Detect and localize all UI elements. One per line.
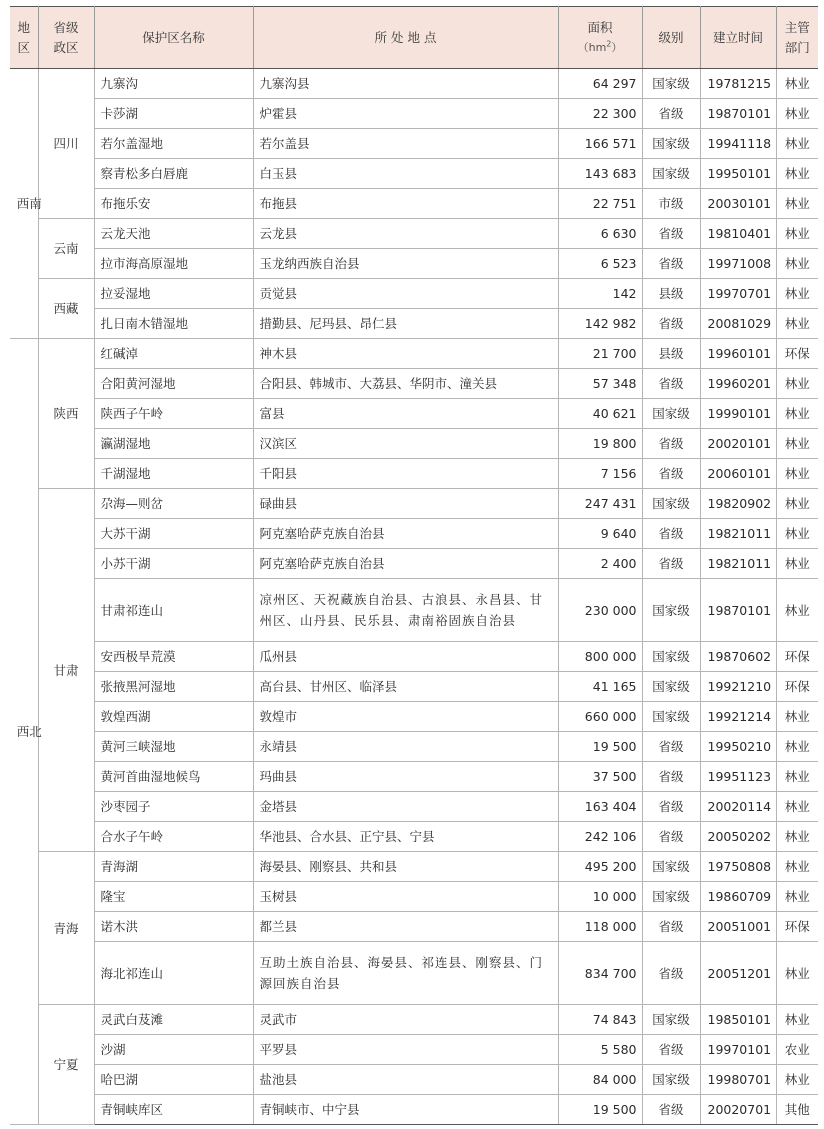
area-cell: 21 700 bbox=[558, 339, 642, 369]
area-cell: 118 000 bbox=[558, 912, 642, 942]
date-cell: 19980701 bbox=[700, 1065, 776, 1095]
name-cell: 隆宝 bbox=[94, 882, 253, 912]
dept-cell: 农业 bbox=[776, 1035, 818, 1065]
location-cell: 若尔盖县 bbox=[253, 129, 558, 159]
table-row bbox=[10, 249, 818, 279]
table-row bbox=[10, 549, 818, 579]
location-cell: 瓜州县 bbox=[253, 642, 558, 672]
location-cell: 玉树县 bbox=[253, 882, 558, 912]
date-cell: 20060101 bbox=[700, 459, 776, 489]
date-cell: 20030101 bbox=[700, 189, 776, 219]
location-cell: 炉霍县 bbox=[253, 99, 558, 129]
name-cell: 哈巴湖 bbox=[94, 1065, 253, 1095]
header-location: 所 处 地 点 bbox=[253, 7, 558, 69]
location-cell: 玛曲县 bbox=[253, 762, 558, 792]
province-cell: 青海 bbox=[38, 852, 94, 1005]
location-cell: 盐池县 bbox=[253, 1065, 558, 1095]
location-cell: 敦煌市 bbox=[253, 702, 558, 732]
area-cell: 22 751 bbox=[558, 189, 642, 219]
dept-cell: 林业 bbox=[776, 792, 818, 822]
dept-cell: 林业 bbox=[776, 129, 818, 159]
header-date: 建立时间 bbox=[700, 7, 776, 69]
area-cell: 142 bbox=[558, 279, 642, 309]
location-cell: 凉州区、天祝藏族自治县、古浪县、永昌县、甘州区、山丹县、民乐县、肃南裕固族自治县 bbox=[253, 579, 558, 642]
level-cell: 省级 bbox=[642, 219, 700, 249]
date-cell: 19960201 bbox=[700, 369, 776, 399]
dept-cell: 林业 bbox=[776, 942, 818, 1005]
level-cell: 省级 bbox=[642, 1095, 700, 1125]
level-cell: 省级 bbox=[642, 99, 700, 129]
location-cell: 措勤县、尼玛县、昂仁县 bbox=[253, 309, 558, 339]
location-cell: 华池县、合水县、正宁县、宁县 bbox=[253, 822, 558, 852]
name-cell: 青海湖 bbox=[94, 852, 253, 882]
level-cell: 省级 bbox=[642, 459, 700, 489]
date-cell: 19971008 bbox=[700, 249, 776, 279]
dept-cell: 林业 bbox=[776, 852, 818, 882]
dept-cell: 林业 bbox=[776, 882, 818, 912]
location-cell: 玉龙纳西族自治县 bbox=[253, 249, 558, 279]
table-row bbox=[10, 399, 818, 429]
location-cell: 千阳县 bbox=[253, 459, 558, 489]
area-cell: 37 500 bbox=[558, 762, 642, 792]
area-cell: 230 000 bbox=[558, 579, 642, 642]
table-row bbox=[10, 1005, 818, 1035]
date-cell: 19951123 bbox=[700, 762, 776, 792]
dept-cell: 林业 bbox=[776, 579, 818, 642]
name-cell: 合水子午岭 bbox=[94, 822, 253, 852]
dept-cell: 林业 bbox=[776, 399, 818, 429]
area-cell: 19 500 bbox=[558, 1095, 642, 1125]
area-cell: 40 621 bbox=[558, 399, 642, 429]
name-cell: 小苏干湖 bbox=[94, 549, 253, 579]
level-cell: 国家级 bbox=[642, 672, 700, 702]
table-row bbox=[10, 732, 818, 762]
name-cell: 合阳黄河湿地 bbox=[94, 369, 253, 399]
date-cell: 20020114 bbox=[700, 792, 776, 822]
location-cell: 海晏县、刚察县、共和县 bbox=[253, 852, 558, 882]
area-cell: 84 000 bbox=[558, 1065, 642, 1095]
header-dept: 主管部门 bbox=[776, 7, 818, 69]
level-cell: 国家级 bbox=[642, 1065, 700, 1095]
table-row bbox=[10, 129, 818, 159]
area-cell: 495 200 bbox=[558, 852, 642, 882]
date-cell: 19950210 bbox=[700, 732, 776, 762]
area-cell: 660 000 bbox=[558, 702, 642, 732]
name-cell: 沙湖 bbox=[94, 1035, 253, 1065]
dept-cell: 林业 bbox=[776, 189, 818, 219]
name-cell: 卡莎湖 bbox=[94, 99, 253, 129]
table-row bbox=[10, 1095, 818, 1125]
table-row bbox=[10, 99, 818, 129]
dept-cell: 林业 bbox=[776, 1005, 818, 1035]
name-cell: 若尔盖湿地 bbox=[94, 129, 253, 159]
date-cell: 20020701 bbox=[700, 1095, 776, 1125]
table-row bbox=[10, 792, 818, 822]
area-cell: 834 700 bbox=[558, 942, 642, 1005]
dept-cell: 林业 bbox=[776, 99, 818, 129]
table-row bbox=[10, 912, 818, 942]
date-cell: 19921210 bbox=[700, 672, 776, 702]
location-cell: 碌曲县 bbox=[253, 489, 558, 519]
table-row bbox=[10, 762, 818, 792]
name-cell: 九寨沟 bbox=[94, 69, 253, 99]
header-area-label: 面积 bbox=[587, 19, 613, 35]
province-cell: 宁夏 bbox=[38, 1005, 94, 1125]
date-cell: 19860709 bbox=[700, 882, 776, 912]
name-cell: 甘肃祁连山 bbox=[94, 579, 253, 642]
level-cell: 省级 bbox=[642, 249, 700, 279]
province-cell: 西藏 bbox=[38, 279, 94, 339]
location-cell: 灵武市 bbox=[253, 1005, 558, 1035]
name-cell: 青铜峡库区 bbox=[94, 1095, 253, 1125]
date-cell: 20020101 bbox=[700, 429, 776, 459]
dept-cell: 林业 bbox=[776, 489, 818, 519]
table-row bbox=[10, 1065, 818, 1095]
name-cell: 沙枣园子 bbox=[94, 792, 253, 822]
name-cell: 布拖乐安 bbox=[94, 189, 253, 219]
area-cell: 142 982 bbox=[558, 309, 642, 339]
area-cell: 19 500 bbox=[558, 732, 642, 762]
area-cell: 6 630 bbox=[558, 219, 642, 249]
date-cell: 19781215 bbox=[700, 69, 776, 99]
date-cell: 19870101 bbox=[700, 579, 776, 642]
dept-cell: 林业 bbox=[776, 69, 818, 99]
date-cell: 20051201 bbox=[700, 942, 776, 1005]
level-cell: 省级 bbox=[642, 942, 700, 1005]
table-row bbox=[10, 489, 818, 519]
name-cell: 灵武白芨滩 bbox=[94, 1005, 253, 1035]
table-row bbox=[10, 519, 818, 549]
table-row bbox=[10, 309, 818, 339]
date-cell: 19960101 bbox=[700, 339, 776, 369]
name-cell: 云龙天池 bbox=[94, 219, 253, 249]
date-cell: 19970101 bbox=[700, 1035, 776, 1065]
level-cell: 省级 bbox=[642, 792, 700, 822]
table-row bbox=[10, 1035, 818, 1065]
date-cell: 19870602 bbox=[700, 642, 776, 672]
table-row bbox=[10, 672, 818, 702]
level-cell: 省级 bbox=[642, 732, 700, 762]
province-cell: 甘肃 bbox=[38, 489, 94, 852]
region-cell: 西北 bbox=[10, 339, 38, 1125]
area-cell: 10 000 bbox=[558, 882, 642, 912]
table-row bbox=[10, 219, 818, 249]
date-cell: 20051001 bbox=[700, 912, 776, 942]
region-cell: 西南 bbox=[10, 69, 38, 339]
dept-cell: 环保 bbox=[776, 672, 818, 702]
date-cell: 19820902 bbox=[700, 489, 776, 519]
area-cell: 57 348 bbox=[558, 369, 642, 399]
level-cell: 国家级 bbox=[642, 159, 700, 189]
header-area-unit: $(hm^2)$ bbox=[577, 38, 623, 54]
table-row bbox=[10, 339, 818, 369]
dept-cell: 林业 bbox=[776, 1065, 818, 1095]
dept-cell: 环保 bbox=[776, 642, 818, 672]
location-cell: 金塔县 bbox=[253, 792, 558, 822]
date-cell: 19950101 bbox=[700, 159, 776, 189]
area-cell: 242 106 bbox=[558, 822, 642, 852]
name-cell: 海北祁连山 bbox=[94, 942, 253, 1005]
date-cell: 19990101 bbox=[700, 399, 776, 429]
table-body bbox=[10, 69, 818, 1125]
area-cell: 41 165 bbox=[558, 672, 642, 702]
level-cell: 县级 bbox=[642, 279, 700, 309]
province-cell: 云南 bbox=[38, 219, 94, 279]
area-cell: 800 000 bbox=[558, 642, 642, 672]
dept-cell: 环保 bbox=[776, 339, 818, 369]
location-cell: 高台县、甘州区、临泽县 bbox=[253, 672, 558, 702]
date-cell: 19750808 bbox=[700, 852, 776, 882]
date-cell: 19810401 bbox=[700, 219, 776, 249]
level-cell: 国家级 bbox=[642, 489, 700, 519]
level-cell: 县级 bbox=[642, 339, 700, 369]
date-cell: 19850101 bbox=[700, 1005, 776, 1035]
name-cell: 尕海—则岔 bbox=[94, 489, 253, 519]
level-cell: 国家级 bbox=[642, 579, 700, 642]
province-cell: 四川 bbox=[38, 69, 94, 219]
dept-cell: 林业 bbox=[776, 459, 818, 489]
table-row bbox=[10, 429, 818, 459]
location-cell: 永靖县 bbox=[253, 732, 558, 762]
dept-cell: 林业 bbox=[776, 549, 818, 579]
level-cell: 国家级 bbox=[642, 702, 700, 732]
area-cell: 7 156 bbox=[558, 459, 642, 489]
dept-cell: 林业 bbox=[776, 159, 818, 189]
level-cell: 省级 bbox=[642, 309, 700, 339]
location-cell: 阿克塞哈萨克族自治县 bbox=[253, 549, 558, 579]
location-cell: 阿克塞哈萨克族自治县 bbox=[253, 519, 558, 549]
level-cell: 国家级 bbox=[642, 399, 700, 429]
province-cell: 陕西 bbox=[38, 339, 94, 489]
date-cell: 20050202 bbox=[700, 822, 776, 852]
table-row bbox=[10, 189, 818, 219]
header-level: 级别 bbox=[642, 7, 700, 69]
name-cell: 黄河首曲湿地候鸟 bbox=[94, 762, 253, 792]
level-cell: 国家级 bbox=[642, 69, 700, 99]
table-row bbox=[10, 822, 818, 852]
location-cell: 青铜峡市、中宁县 bbox=[253, 1095, 558, 1125]
table-row bbox=[10, 579, 818, 642]
date-cell: 19870101 bbox=[700, 99, 776, 129]
area-cell: 247 431 bbox=[558, 489, 642, 519]
level-cell: 省级 bbox=[642, 519, 700, 549]
name-cell: 张掖黑河湿地 bbox=[94, 672, 253, 702]
area-cell: 166 571 bbox=[558, 129, 642, 159]
wetland-reserve-table bbox=[10, 6, 818, 1125]
date-cell: 20081029 bbox=[700, 309, 776, 339]
area-cell: 9 640 bbox=[558, 519, 642, 549]
name-cell: 安西极旱荒漠 bbox=[94, 642, 253, 672]
area-cell: 2 400 bbox=[558, 549, 642, 579]
level-cell: 省级 bbox=[642, 762, 700, 792]
area-cell: 64 297 bbox=[558, 69, 642, 99]
name-cell: 敦煌西湖 bbox=[94, 702, 253, 732]
level-cell: 国家级 bbox=[642, 642, 700, 672]
date-cell: 19821011 bbox=[700, 549, 776, 579]
dept-cell: 其他 bbox=[776, 1095, 818, 1125]
location-cell: 九寨沟县 bbox=[253, 69, 558, 99]
name-cell: 察青松多白唇鹿 bbox=[94, 159, 253, 189]
table-row bbox=[10, 459, 818, 489]
table-header bbox=[10, 7, 818, 69]
dept-cell: 林业 bbox=[776, 519, 818, 549]
name-cell: 扎日南木错湿地 bbox=[94, 309, 253, 339]
dept-cell: 林业 bbox=[776, 249, 818, 279]
table-row bbox=[10, 852, 818, 882]
name-cell: 拉妥湿地 bbox=[94, 279, 253, 309]
table-row bbox=[10, 69, 818, 99]
name-cell: 大苏干湖 bbox=[94, 519, 253, 549]
location-cell: 白玉县 bbox=[253, 159, 558, 189]
area-cell: 5 580 bbox=[558, 1035, 642, 1065]
dept-cell: 林业 bbox=[776, 762, 818, 792]
location-cell: 都兰县 bbox=[253, 912, 558, 942]
location-cell: 布拖县 bbox=[253, 189, 558, 219]
name-cell: 红碱淖 bbox=[94, 339, 253, 369]
location-cell: 平罗县 bbox=[253, 1035, 558, 1065]
name-cell: 拉市海高原湿地 bbox=[94, 249, 253, 279]
location-cell: 贡觉县 bbox=[253, 279, 558, 309]
table-row bbox=[10, 369, 818, 399]
name-cell: 诺木洪 bbox=[94, 912, 253, 942]
level-cell: 省级 bbox=[642, 369, 700, 399]
dept-cell: 林业 bbox=[776, 279, 818, 309]
level-cell: 国家级 bbox=[642, 129, 700, 159]
area-cell: 19 800 bbox=[558, 429, 642, 459]
header-area bbox=[558, 7, 642, 69]
date-cell: 19941118 bbox=[700, 129, 776, 159]
dept-cell: 林业 bbox=[776, 429, 818, 459]
table-row bbox=[10, 882, 818, 912]
level-cell: 省级 bbox=[642, 429, 700, 459]
area-cell: 143 683 bbox=[558, 159, 642, 189]
name-cell: 陕西子午岭 bbox=[94, 399, 253, 429]
date-cell: 19921214 bbox=[700, 702, 776, 732]
location-cell: 富县 bbox=[253, 399, 558, 429]
table-row bbox=[10, 279, 818, 309]
dept-cell: 环保 bbox=[776, 912, 818, 942]
level-cell: 省级 bbox=[642, 822, 700, 852]
location-cell: 神木县 bbox=[253, 339, 558, 369]
location-cell: 汉滨区 bbox=[253, 429, 558, 459]
name-cell: 瀛湖湿地 bbox=[94, 429, 253, 459]
dept-cell: 林业 bbox=[776, 219, 818, 249]
location-cell: 互助土族自治县、海晏县、祁连县、刚察县、门源回族自治县 bbox=[253, 942, 558, 1005]
dept-cell: 林业 bbox=[776, 732, 818, 762]
area-cell: 22 300 bbox=[558, 99, 642, 129]
area-cell: 74 843 bbox=[558, 1005, 642, 1035]
level-cell: 省级 bbox=[642, 549, 700, 579]
dept-cell: 林业 bbox=[776, 369, 818, 399]
level-cell: 省级 bbox=[642, 912, 700, 942]
level-cell: 省级 bbox=[642, 1035, 700, 1065]
dept-cell: 林业 bbox=[776, 702, 818, 732]
reserve-table-container bbox=[10, 6, 818, 1125]
level-cell: 国家级 bbox=[642, 1005, 700, 1035]
dept-cell: 林业 bbox=[776, 309, 818, 339]
level-cell: 市级 bbox=[642, 189, 700, 219]
header-province: 省级政区 bbox=[38, 7, 94, 69]
location-cell: 合阳县、韩城市、大荔县、华阴市、潼关县 bbox=[253, 369, 558, 399]
table-row bbox=[10, 159, 818, 189]
area-cell: 163 404 bbox=[558, 792, 642, 822]
level-cell: 国家级 bbox=[642, 882, 700, 912]
name-cell: 黄河三峡湿地 bbox=[94, 732, 253, 762]
date-cell: 19821011 bbox=[700, 519, 776, 549]
date-cell: 19970701 bbox=[700, 279, 776, 309]
table-row bbox=[10, 642, 818, 672]
location-cell: 云龙县 bbox=[253, 219, 558, 249]
level-cell: 国家级 bbox=[642, 852, 700, 882]
header-region: 地区 bbox=[10, 7, 38, 69]
table-row bbox=[10, 942, 818, 1005]
dept-cell: 林业 bbox=[776, 822, 818, 852]
name-cell: 千湖湿地 bbox=[94, 459, 253, 489]
area-cell: 6 523 bbox=[558, 249, 642, 279]
table-row bbox=[10, 702, 818, 732]
header-name: 保护区名称 bbox=[94, 7, 253, 69]
